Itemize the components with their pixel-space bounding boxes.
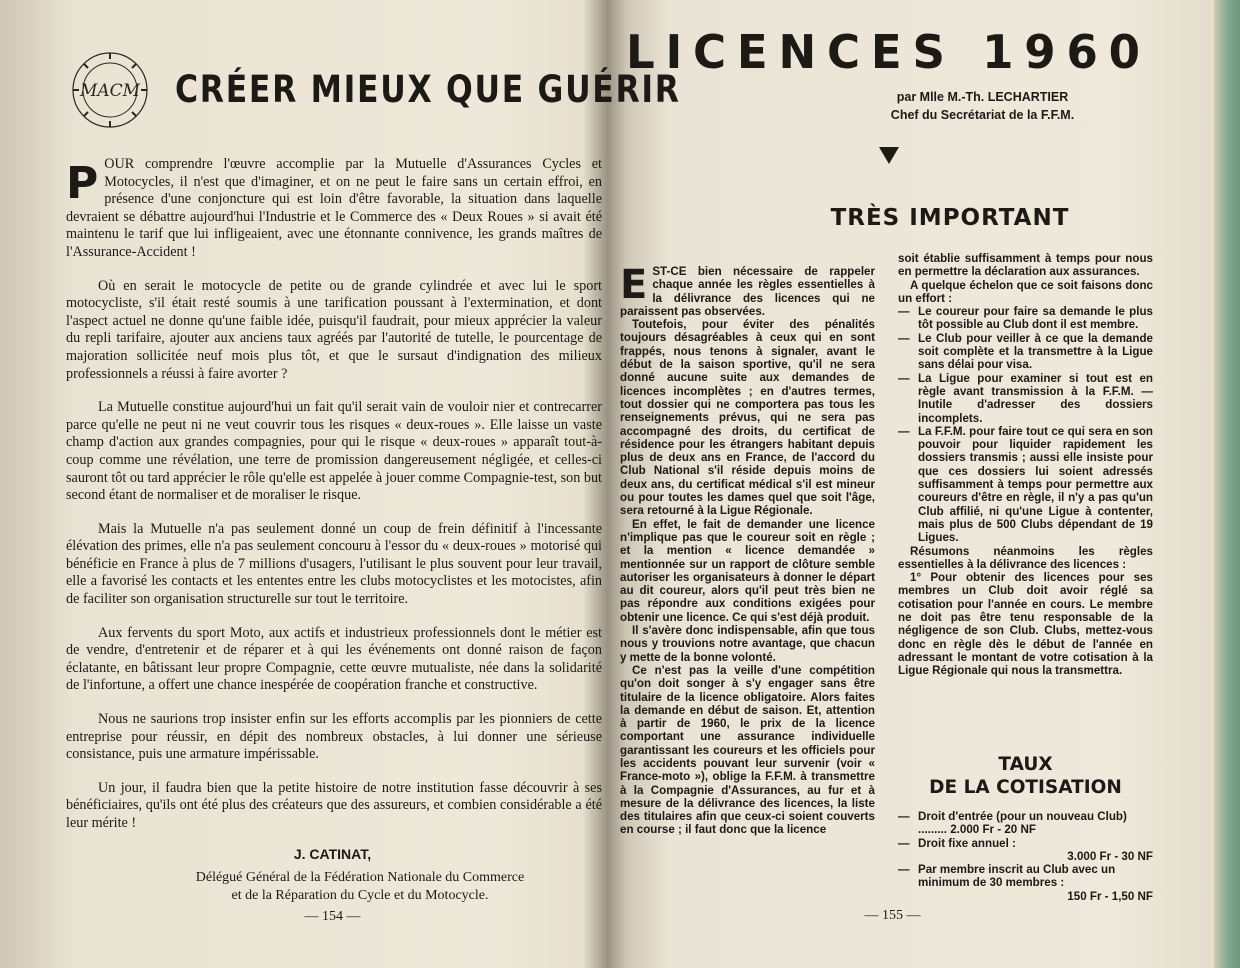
paragraph: A quelque échelon que ce soit faisons donc un effort : xyxy=(898,278,1153,305)
section-heading: TRÈS IMPORTANT xyxy=(830,205,1070,231)
paragraph: Aux fervents du sport Moto, aux actifs et industrieux professionnels dont le métier est de vendre, d'entretenir et de réparer et à qui les événements ont donné raison de façon éclatante, en bâtissant leur propre Compagnie, cette œuvre mutualiste, née dans la solidarité de l'infortune, a offert une chance inespérée de coopération franche et constructive. xyxy=(66,624,602,694)
paragraph: soit établie suffisamment à temps pour nous en permettre la déclaration aux assurances. xyxy=(898,252,1153,279)
macm-logo xyxy=(70,50,150,130)
rate-item: — Par membre inscrit au Club avec un minimum de 30 membres : 150 Fr - 1,50 NF xyxy=(898,863,1153,903)
paragraph: Résumons néanmoins les règles essentielles à la délivrance des licences : xyxy=(898,544,1153,571)
text-column-2 xyxy=(898,252,1153,678)
rates-list xyxy=(898,810,1153,903)
list-item: — La Ligue pour examiner si tout est en règle avant transmission à la F.F.M. — Inutile d'adresser des dossiers incomplets. xyxy=(898,372,1153,425)
paragraph: Mais la Mutuelle n'a pas seulement donné un coup de frein définitif à l'incessante élévation des primes, elle n'a pas seulement concouru à l'essor du « deux-roues » motorisé qui bénéficie en France à plus de 7 millions d'usagers, l'utilisant le plus souvent pour leur travail, elle a favorisé les contacts et les ententes entre les clubs motocyclistes et les motocistes, afin de faciliter son organisation structurelle sur tout le territoire. xyxy=(66,520,602,608)
paragraph: La Mutuelle constitue aujourd'hui un fait qu'il serait vain de vouloir nier et contrecarrer parce qu'elle ne peut ni ne veut couvrir tous les risques « deux-roues ». Elle laisse un vaste champ d'action aux grandes compagnies, pour qui le risque « deux-roues » apparaît tout-à-coup comme une révélation, une terre de promission dangereusement négligée, et celles-ci sauront tôt ou tard apprécier le rôle qu'elle est appelée à jouer comme Compagnie-test, son but second étant de normaliser et de moraliser le risque. xyxy=(66,399,602,504)
rate-item: — Droit d'entrée (pour un nouveau Club) ......... 2.000 Fr - 20 NF xyxy=(898,810,1153,837)
right-page xyxy=(620,25,1215,940)
paragraph: EST-CE bien nécessaire de rappeler chaque année les règles essentielles à la délivrance des licences qui ne paraissent pas observées. xyxy=(620,262,875,318)
author-role: Délégué Général de la Fédération Nationale du Commerce et de la Réparation du Cycle et du Motocycle. xyxy=(195,870,525,903)
list-item: — Le coureur pour faire sa demande le plus tôt possible au Club dont il est membre. xyxy=(898,305,1153,332)
down-triangle-icon xyxy=(879,147,899,164)
article-body xyxy=(66,156,602,849)
paragraph: POUR comprendre l'œuvre accomplie par la Mutuelle d'Assurances Cycles et Motocycles, il n'est que d'imaginer, et on ne peut le faire sans un certain effroi, en présence d'une conjoncture qui est loin d'être favorable, la situation dans laquelle devraient se débattre aujourd'hui l'Industrie et le Commerce des « Deux Roues » si avait été maintenu le tarif que lui infligeaient, avec une étonnante connivence, les grands maîtres de l'Assurance-Accident ! xyxy=(66,156,602,260)
paragraph: Ce n'est pas la veille d'une compétition qu'on doit songer à s'y engager sans être titulaire de la licence obligatoire. Alors faites la demande en début de saison. Et, attention à partir de 1960, le prix de la licence comportant une assurance individuelle garantissant les coureurs et les officiels pour les accidents pouvant leur survenir (voir « France-moto »), oblige la F.F.M. à transmettre à la Compagnie d'Assurances, au fur et à mesure de la délivrance des licences, la liste des titulaires afin que ceux-ci soient couverts en course ; il faut donc que la licence xyxy=(620,663,875,837)
left-page xyxy=(60,40,681,940)
svg-text:MACM: MACM xyxy=(79,81,141,101)
paragraph: Un jour, il faudra bien que la petite histoire de notre institution fasse découvrir à ses bénéficiaires, qu'ils ont été plus des créateurs que des assureurs, et combien considérable a été leur mérite ! xyxy=(66,779,602,831)
paragraph: Il s'avère donc indispensable, afin que tous nous y trouvions notre avantage, que chacun y mette de la bonne volonté. xyxy=(620,624,875,664)
list-item: — La F.F.M. pour faire tout ce qui sera en son pouvoir pour liquider rapidement les dossiers transmis ; aussi elle insiste pour que ces dossiers lui soient adressés suffisamment à temps pour permettre aux coureurs d'être en règle, il n'y a pas qu'un Club affilié, ni qu'une Ligue à contenter, mais plus de 500 Clubs dépendant de 19 Ligues. xyxy=(898,425,1153,545)
drop-cap: P xyxy=(66,158,99,209)
page-number: — 155 — xyxy=(864,908,921,923)
paragraph: Toutefois, pour éviter des pénalités toujours désagréables à ceux qui en sont frappés, nous tenons à signaler, avant le début de la saison sportive, qu'il ne sera donné aucune suite aux demandes de licences incomplètes ; en d'autres termes, tout dossier qui ne comportera pas tous les renseignements prévus, qui ne sera pas accompagné des droits, du certificat de résidence pour les étrangers habitant depuis plus de deux ans en France, de l'accord du Club National s'il réside depuis moins de deux ans, du certificat médical s'il est mineur ou pour toutes les dames quel que soit l'âge, sera retourné à la Ligue Régionale. xyxy=(620,318,875,518)
drop-cap: E xyxy=(620,262,648,308)
page-number: — 154 — xyxy=(304,909,361,924)
paragraph: Où en serait le motocycle de petite ou de grande cylindrée et avec lui le sport motocycliste, s'il était resté soumis à une tarification poussant à l'extermination, et dont l'aspect actuel ne donne qu'une faible idée, puisqu'il faudrait, pour mieux apprécier la valeur du repli tarifaire, ajouter aux anciens taux agréés par l'autorité de tutelle, le pourcentage de majoration sollicitée neuf mois plus tôt, et que le sursaut d'indignation des milieux professionnels a réussi à faire avorter ? xyxy=(66,277,602,382)
author-name: J. CATINAT, xyxy=(293,846,372,862)
article-title: LICENCES 1960 xyxy=(626,25,1151,79)
rate-item: — Droit fixe annuel : 3.000 Fr - 30 NF xyxy=(898,837,1153,864)
byline: par Mlle M.-Th. LECHARTIER Chef du Secrétariat de la F.F.M. xyxy=(890,90,1075,122)
paragraph: En effet, le fait de demander une licence n'implique pas que le coureur soit en règle ; et la mention « licence demandée » mentionnée sur un rapport de clôture semble autoriser les organisateurs à donner le départ au dit coureur, alors qu'il peut très bien ne pas répondre aux conditions exigées pour obtenir une licence. Ce qui s'est déjà produit. xyxy=(620,517,875,624)
text-column-1 xyxy=(620,262,875,837)
article-title: CRÉER MIEUX QUE GUÉRIR xyxy=(175,68,681,111)
page-edge xyxy=(1214,0,1240,968)
list-item: — Le Club pour veiller à ce que la demande soit complète et la transmettre à la Ligue sans délai pour visa. xyxy=(898,332,1153,372)
paragraph: 1° Pour obtenir des licences pour ses membres un Club doit avoir réglé sa cotisation pour l'année en cours. Le membre ne doit pas être tenu responsable de la négligence de son Club. Clubs, mettez-vous donc en règle dès le début de l'année en adressant le montant de votre cotisation à la Ligue Régionale qui nous la transmettra. xyxy=(898,571,1153,678)
paragraph: Nous ne saurions trop insister enfin sur les efforts accomplis par les pionniers de cette entreprise pour réussir, en dépit des nombreux obstacles, à lui donner une sérieuse consistance, puis une armature impérissable. xyxy=(66,711,602,763)
rates-heading: TAUX DE LA COTISATION xyxy=(929,754,1122,798)
